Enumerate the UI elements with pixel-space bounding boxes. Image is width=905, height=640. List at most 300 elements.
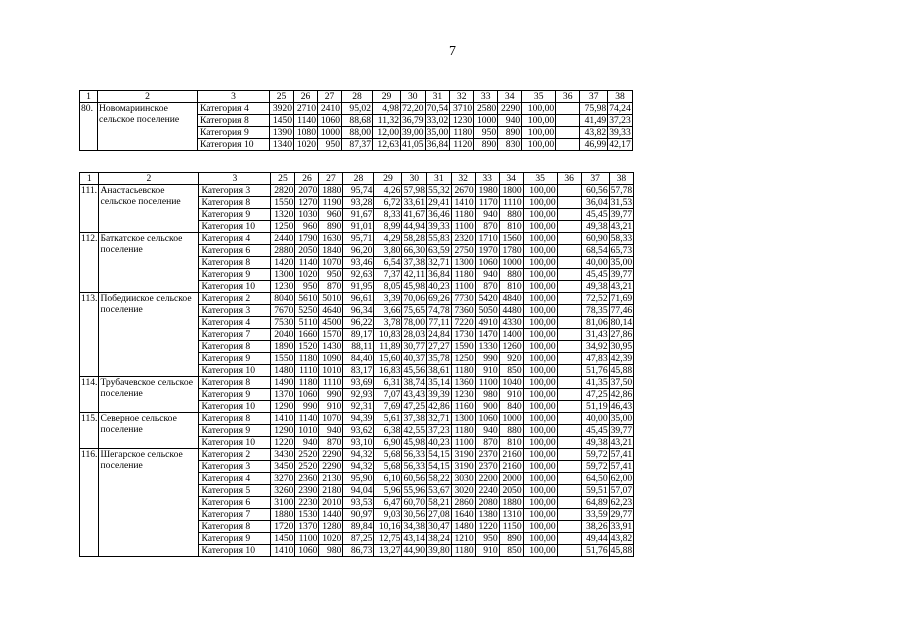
value-cell: 100,00 xyxy=(523,353,557,365)
value-cell: 43,21 xyxy=(610,281,633,292)
value-cell: 910 xyxy=(475,545,499,557)
value-cell: 1000 xyxy=(499,257,523,269)
value-cell: 31,53 xyxy=(610,197,633,208)
value-cell xyxy=(557,401,581,413)
value-cell: 1110 xyxy=(319,377,343,389)
value-cell: 94,32 xyxy=(343,449,374,461)
value-cell: 45,56 xyxy=(403,365,426,376)
value-cell: 2880 xyxy=(271,245,295,257)
value-cell: 95,90 xyxy=(343,473,374,485)
value-cell: 53,67 xyxy=(428,485,450,496)
header-cell: 32 xyxy=(451,173,475,185)
value-cell: 8,33 xyxy=(374,209,402,221)
value-cell: 1730 xyxy=(451,329,475,341)
value-cell: 100,00 xyxy=(523,185,557,197)
value-cell: 870 xyxy=(475,221,499,233)
value-cell: 950 xyxy=(475,533,499,545)
value-cell: 40,23 xyxy=(428,281,450,292)
header-cell: 36 xyxy=(556,91,580,103)
value-cell xyxy=(557,281,581,293)
value-cell: 2290 xyxy=(319,449,343,461)
value-cell: 49,38 xyxy=(581,437,609,449)
value-cell: 8,05 xyxy=(374,281,402,293)
table-row xyxy=(80,233,634,245)
category-cell: Категория 9 xyxy=(199,425,271,437)
table-row xyxy=(80,103,633,115)
value-cell: 94,04 xyxy=(343,485,374,497)
value-cell: 68,54 xyxy=(581,245,609,257)
value-cell: 42,55 xyxy=(403,425,426,436)
value-cell: 100,00 xyxy=(523,389,557,401)
value-cell: 1060 xyxy=(475,257,499,269)
header-cell: 31 xyxy=(425,91,450,103)
value-cell: 990 xyxy=(319,389,343,401)
category-cell: Категория 10 xyxy=(199,281,271,293)
value-cell xyxy=(557,209,581,221)
value-cell: 92,93 xyxy=(343,389,374,401)
value-cell: 33,61 xyxy=(403,197,426,208)
value-cell: 2050 xyxy=(499,485,523,497)
value-cell: 4910 xyxy=(475,317,499,329)
value-cell: 51,76 xyxy=(581,545,609,557)
value-cell: 890 xyxy=(499,533,523,545)
row-number-cell: 115. xyxy=(80,413,99,449)
value-cell: 43,43 xyxy=(403,389,426,400)
value-cell: 1430 xyxy=(319,341,343,353)
value-cell: 33,91 xyxy=(610,521,633,532)
value-cell: 72,52 xyxy=(581,293,609,305)
row-number-cell: 114. xyxy=(80,377,99,413)
value-cell: 58,33 xyxy=(610,233,633,244)
value-cell: 83,17 xyxy=(343,365,374,377)
value-cell: 3270 xyxy=(271,473,295,485)
value-cell: 44,94 xyxy=(403,221,426,232)
value-cell: 74,78 xyxy=(428,305,450,316)
value-cell: 1880 xyxy=(499,497,523,509)
value-cell: 39,77 xyxy=(610,269,633,280)
value-cell: 4480 xyxy=(499,305,523,317)
value-cell: 5,96 xyxy=(374,485,402,497)
value-cell: 2130 xyxy=(319,473,343,485)
value-cell: 1570 xyxy=(319,329,343,341)
value-cell: 38,74 xyxy=(403,377,426,388)
value-cell: 1590 xyxy=(451,341,475,353)
value-cell: 2370 xyxy=(475,449,499,461)
header-cell: 34 xyxy=(499,173,523,185)
value-cell: 1560 xyxy=(499,233,523,245)
settlement-name-cell: Новомариинское сельское поселение xyxy=(98,103,198,151)
value-cell: 950 xyxy=(474,127,498,139)
value-cell xyxy=(557,485,581,497)
value-cell: 30,95 xyxy=(610,341,633,352)
value-cell xyxy=(557,533,581,545)
value-cell: 1330 xyxy=(475,341,499,353)
value-cell: 1180 xyxy=(295,377,319,389)
value-cell: 1970 xyxy=(475,245,499,257)
value-cell: 7220 xyxy=(451,317,475,329)
value-cell: 27,27 xyxy=(428,341,450,352)
value-cell: 1310 xyxy=(499,509,523,521)
category-cell: Категория 4 xyxy=(199,317,271,329)
category-cell: Категория 2 xyxy=(199,449,271,461)
value-cell: 66,30 xyxy=(403,245,426,256)
value-cell: 1450 xyxy=(270,115,294,127)
value-cell: 39,39 xyxy=(428,389,450,400)
value-cell: 4840 xyxy=(499,293,523,305)
value-cell: 3030 xyxy=(451,473,475,485)
value-cell: 39,80 xyxy=(428,545,450,556)
value-cell: 100,00 xyxy=(523,545,557,557)
value-cell: 40,37 xyxy=(403,353,426,364)
value-cell: 1100 xyxy=(295,533,319,545)
value-cell: 2520 xyxy=(295,449,319,461)
value-cell: 100,00 xyxy=(523,293,557,305)
value-cell: 2370 xyxy=(475,461,499,473)
value-cell: 69,26 xyxy=(428,293,450,304)
value-cell: 100,00 xyxy=(523,365,557,377)
value-cell xyxy=(557,473,581,485)
value-cell xyxy=(557,185,581,197)
category-cell: Категория 6 xyxy=(199,497,271,509)
value-cell: 100,00 xyxy=(523,341,557,353)
value-cell: 2240 xyxy=(475,485,499,497)
value-cell: 1630 xyxy=(319,233,343,245)
value-cell xyxy=(557,449,581,461)
value-cell: 91,95 xyxy=(343,281,374,293)
value-cell: 880 xyxy=(499,425,523,437)
value-cell: 1080 xyxy=(294,127,318,139)
category-cell: Категория 5 xyxy=(199,485,271,497)
data-table-1 xyxy=(79,90,633,151)
value-cell: 27,86 xyxy=(610,329,633,340)
value-cell: 45,45 xyxy=(581,425,609,437)
value-cell: 58,21 xyxy=(428,497,450,508)
value-cell: 100,00 xyxy=(523,413,557,425)
value-cell: 64,89 xyxy=(581,497,609,509)
value-cell: 1180 xyxy=(451,269,475,281)
value-cell: 36,04 xyxy=(581,197,609,209)
value-cell: 95,71 xyxy=(343,233,374,245)
value-cell: 3920 xyxy=(270,103,294,115)
value-cell: 2160 xyxy=(499,461,523,473)
value-cell: 1180 xyxy=(450,127,474,139)
settlement-name-cell: Шегарское сельское поселение xyxy=(99,449,199,557)
value-cell: 1410 xyxy=(271,413,295,425)
header-cell: 33 xyxy=(475,173,499,185)
value-cell: 62,00 xyxy=(610,473,633,484)
value-cell: 1160 xyxy=(451,401,475,413)
value-cell: 1100 xyxy=(451,221,475,233)
value-cell: 72,20 xyxy=(402,103,424,114)
value-cell: 1710 xyxy=(475,233,499,245)
value-cell: 88,00 xyxy=(342,127,373,139)
value-cell: 100,00 xyxy=(523,197,557,209)
value-cell: 1250 xyxy=(451,353,475,365)
value-cell: 43,82 xyxy=(610,533,633,544)
value-cell: 37,23 xyxy=(428,425,450,436)
value-cell: 100,00 xyxy=(522,139,556,151)
value-cell: 63,59 xyxy=(428,245,450,256)
value-cell xyxy=(556,103,580,115)
value-cell: 2750 xyxy=(451,245,475,257)
value-cell: 35,00 xyxy=(610,257,633,268)
value-cell: 45,45 xyxy=(581,209,609,221)
header-cell: 34 xyxy=(498,91,522,103)
value-cell: 1000 xyxy=(318,127,342,139)
value-cell: 810 xyxy=(499,221,523,233)
value-cell: 1100 xyxy=(451,437,475,449)
value-cell: 8040 xyxy=(271,293,295,305)
value-cell: 2320 xyxy=(451,233,475,245)
value-cell: 96,61 xyxy=(343,293,374,305)
header-row xyxy=(80,173,634,185)
value-cell: 1140 xyxy=(295,257,319,269)
value-cell: 70,54 xyxy=(426,103,449,114)
data-table-2 xyxy=(79,172,634,557)
value-cell: 1270 xyxy=(295,197,319,209)
category-cell: Категория 8 xyxy=(199,413,271,425)
value-cell: 3,39 xyxy=(374,293,402,305)
value-cell: 60,90 xyxy=(581,233,609,245)
value-cell: 100,00 xyxy=(523,497,557,509)
value-cell: 39,77 xyxy=(610,209,633,220)
value-cell: 100,00 xyxy=(522,127,556,139)
value-cell: 77,11 xyxy=(428,317,450,328)
value-cell: 92,63 xyxy=(343,269,374,281)
table-row xyxy=(80,377,634,389)
value-cell: 2070 xyxy=(295,185,319,197)
value-cell: 41,67 xyxy=(403,209,426,220)
value-cell: 39,00 xyxy=(402,127,424,138)
value-cell: 100,00 xyxy=(522,115,556,127)
value-cell: 38,26 xyxy=(581,521,609,533)
value-cell: 940 xyxy=(475,425,499,437)
value-cell xyxy=(557,497,581,509)
value-cell: 1030 xyxy=(295,209,319,221)
value-cell: 1550 xyxy=(271,353,295,365)
value-cell: 16,83 xyxy=(374,365,402,377)
header-cell: 28 xyxy=(342,91,373,103)
category-cell: Категория 8 xyxy=(199,521,271,533)
value-cell: 1720 xyxy=(271,521,295,533)
value-cell: 1400 xyxy=(499,329,523,341)
value-cell: 3,66 xyxy=(374,305,402,317)
value-cell: 56,33 xyxy=(403,449,426,460)
value-cell: 11,32 xyxy=(373,115,401,127)
header-cell: 37 xyxy=(580,91,608,103)
value-cell: 830 xyxy=(498,139,522,151)
value-cell xyxy=(557,269,581,281)
value-cell: 2040 xyxy=(271,329,295,341)
value-cell: 93,53 xyxy=(343,497,374,509)
value-cell: 7530 xyxy=(271,317,295,329)
category-cell: Категория 3 xyxy=(199,185,271,197)
value-cell: 57,41 xyxy=(610,449,633,460)
value-cell: 1170 xyxy=(475,197,499,209)
value-cell: 5420 xyxy=(475,293,499,305)
value-cell: 36,84 xyxy=(426,139,449,150)
value-cell: 1100 xyxy=(475,377,499,389)
header-row xyxy=(80,91,633,103)
value-cell: 1150 xyxy=(499,521,523,533)
value-cell xyxy=(557,521,581,533)
value-cell: 1410 xyxy=(451,197,475,209)
value-cell: 1550 xyxy=(271,197,295,209)
value-cell xyxy=(557,389,581,401)
settlement-name-cell: Анастасьевское сельское поселение xyxy=(99,185,199,233)
value-cell: 92,31 xyxy=(343,401,374,413)
value-cell: 58,22 xyxy=(428,473,450,484)
value-cell: 870 xyxy=(475,437,499,449)
value-cell: 94,32 xyxy=(343,461,374,473)
header-cell: 36 xyxy=(557,173,581,185)
header-cell: 25 xyxy=(270,91,294,103)
row-number-cell: 116. xyxy=(80,449,99,557)
value-cell: 93,62 xyxy=(343,425,374,437)
value-cell: 940 xyxy=(475,269,499,281)
value-cell: 810 xyxy=(499,281,523,293)
value-cell: 93,28 xyxy=(343,197,374,209)
value-cell xyxy=(557,221,581,233)
value-cell: 3430 xyxy=(271,449,295,461)
value-cell: 1180 xyxy=(451,425,475,437)
value-cell: 34,38 xyxy=(403,521,426,532)
value-cell: 1110 xyxy=(295,365,319,377)
settlement-name-cell: Баткатское сельское поселение xyxy=(99,233,199,293)
category-cell: Категория 4 xyxy=(198,103,270,115)
value-cell: 4330 xyxy=(499,317,523,329)
value-cell: 100,00 xyxy=(523,437,557,449)
value-cell: 100,00 xyxy=(523,521,557,533)
value-cell: 71,69 xyxy=(610,293,633,304)
header-cell: 2 xyxy=(99,173,199,185)
value-cell: 47,25 xyxy=(581,389,609,401)
value-cell: 3,78 xyxy=(374,317,402,329)
value-cell: 47,83 xyxy=(581,353,609,365)
table-row xyxy=(80,293,634,305)
value-cell: 65,73 xyxy=(610,245,633,256)
value-cell: 100,00 xyxy=(523,269,557,281)
value-cell: 5,68 xyxy=(374,461,402,473)
value-cell: 1410 xyxy=(271,545,295,557)
value-cell xyxy=(557,413,581,425)
value-cell: 87,25 xyxy=(343,533,374,545)
value-cell: 57,07 xyxy=(610,485,633,496)
value-cell: 2080 xyxy=(475,497,499,509)
value-cell: 43,14 xyxy=(403,533,426,544)
value-cell: 100,00 xyxy=(523,533,557,545)
settlement-name-cell: Северное сельское поселение xyxy=(99,413,199,449)
value-cell: 32,71 xyxy=(428,257,450,268)
value-cell: 77,46 xyxy=(610,305,633,316)
row-number-cell: 111. xyxy=(80,185,99,233)
value-cell: 81,06 xyxy=(581,317,609,329)
value-cell: 41,35 xyxy=(581,377,609,389)
value-cell: 54,15 xyxy=(428,449,450,460)
value-cell xyxy=(556,115,580,127)
value-cell: 5,61 xyxy=(374,413,402,425)
value-cell: 2820 xyxy=(271,185,295,197)
value-cell: 42,17 xyxy=(609,139,631,150)
value-cell: 2290 xyxy=(319,461,343,473)
value-cell: 1040 xyxy=(499,377,523,389)
value-cell: 10,83 xyxy=(374,329,402,341)
value-cell: 46,43 xyxy=(610,401,633,412)
value-cell: 37,38 xyxy=(403,413,426,424)
value-cell: 1780 xyxy=(499,245,523,257)
value-cell: 39,33 xyxy=(428,221,450,232)
value-cell: 990 xyxy=(295,401,319,413)
value-cell: 45,88 xyxy=(610,365,633,376)
value-cell: 870 xyxy=(319,281,343,293)
value-cell xyxy=(557,353,581,365)
value-cell: 39,33 xyxy=(609,127,631,138)
value-cell: 2160 xyxy=(499,449,523,461)
value-cell: 5110 xyxy=(295,317,319,329)
value-cell: 1790 xyxy=(295,233,319,245)
value-cell: 1070 xyxy=(319,413,343,425)
value-cell: 1300 xyxy=(451,257,475,269)
category-cell: Категория 4 xyxy=(199,473,271,485)
value-cell: 62,23 xyxy=(610,497,633,508)
value-cell: 43,21 xyxy=(610,437,633,448)
value-cell: 94,39 xyxy=(343,413,374,425)
settlement-name-cell: Трубачевское сельское поселение xyxy=(99,377,199,413)
category-cell: Категория 6 xyxy=(199,245,271,257)
header-cell: 2 xyxy=(98,91,198,103)
value-cell: 7,37 xyxy=(374,269,402,281)
value-cell: 5050 xyxy=(475,305,499,317)
value-cell: 31,43 xyxy=(581,329,609,341)
category-cell: Категория 3 xyxy=(199,305,271,317)
value-cell: 7,07 xyxy=(374,389,402,401)
value-cell: 74,24 xyxy=(609,103,631,114)
value-cell: 1220 xyxy=(475,521,499,533)
value-cell: 51,19 xyxy=(581,401,609,413)
value-cell: 6,54 xyxy=(374,257,402,269)
value-cell: 100,00 xyxy=(523,329,557,341)
value-cell: 1320 xyxy=(271,209,295,221)
value-cell: 38,24 xyxy=(428,533,450,544)
category-cell: Категория 8 xyxy=(199,377,271,389)
value-cell: 64,50 xyxy=(581,473,609,485)
value-cell xyxy=(556,139,580,151)
value-cell: 2230 xyxy=(295,497,319,509)
value-cell: 100,00 xyxy=(522,103,556,115)
value-cell: 55,32 xyxy=(428,185,450,196)
value-cell: 96,34 xyxy=(343,305,374,317)
header-cell: 30 xyxy=(402,173,427,185)
header-cell: 3 xyxy=(198,91,270,103)
category-cell: Категория 9 xyxy=(199,533,271,545)
value-cell: 100,00 xyxy=(523,317,557,329)
value-cell: 1220 xyxy=(271,437,295,449)
value-cell: 40,23 xyxy=(428,437,450,448)
value-cell: 890 xyxy=(319,221,343,233)
value-cell: 1260 xyxy=(499,341,523,353)
value-cell: 1420 xyxy=(271,257,295,269)
value-cell: 1180 xyxy=(295,353,319,365)
value-cell: 1000 xyxy=(474,115,498,127)
header-cell: 37 xyxy=(581,173,609,185)
value-cell: 100,00 xyxy=(523,473,557,485)
value-cell: 2710 xyxy=(294,103,318,115)
value-cell: 91,67 xyxy=(343,209,374,221)
page-number: 7 xyxy=(449,44,456,59)
value-cell: 27,08 xyxy=(428,509,450,520)
value-cell: 890 xyxy=(498,127,522,139)
header-cell: 30 xyxy=(401,91,426,103)
